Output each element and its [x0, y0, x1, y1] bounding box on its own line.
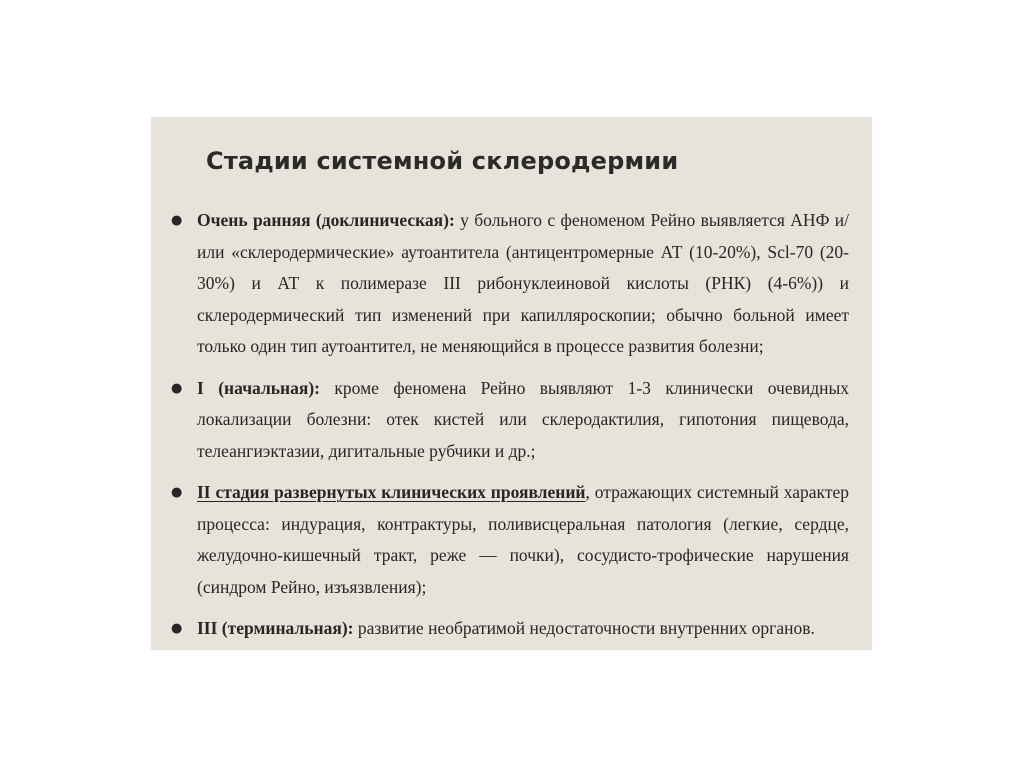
- bullet-icon: ●: [171, 485, 183, 500]
- list-item-stage-1: [171, 373, 849, 468]
- stage-list: [171, 205, 849, 655]
- bullet-icon: ●: [171, 380, 183, 396]
- list-item-stage-2: [171, 477, 849, 603]
- stage-description: у больного с феноменом Рейно выявляется АНФ и/или «склеродермические» аутоантитела (антицентромерные АТ (10-20%), Scl-70 (20-30%) и АТ к полимеразе III рибонуклеиновой кислоты (РНК) (4-6%)) и склеродермический тип изменений при капилляроскопии; обычно больной имеет только один тип аутоантител, не меняющийся в процессе развития болезни;: [197, 210, 849, 356]
- bullet-icon: ●: [171, 621, 183, 636]
- stage-name: I (начальная):: [197, 377, 320, 398]
- bullet-icon: ●: [171, 213, 183, 228]
- list-item-stage-early: [171, 205, 849, 363]
- list-item-stage-3: [171, 613, 849, 645]
- stage-name: III (терминальная):: [197, 618, 354, 638]
- stage-description: , отражающих системный характер процесса: индурация, контрактуры, поливисцеральная патология (легкие, сердце, желудочно-кишечный тракт, реже — почки), сосудисто-трофические нарушения (синдром Рейно, изъязвления);: [197, 482, 849, 597]
- stage-description: кроме феномена Рейно выявляют 1-3 клинически очевидных локализации болезни: отек кистей или склеродактилия, гипотония пищевода, телеангиэктазии, дигитальные рубчики и др.;: [197, 377, 849, 461]
- stage-name: II стадия развернутых клинических проявлений: [197, 482, 586, 502]
- stage-description: развитие необратимой недостаточности внутренних органов.: [353, 618, 815, 638]
- slide-title: Стадии системной склеродермии: [206, 147, 679, 175]
- slide: [151, 117, 872, 650]
- stage-name: Очень ранняя (доклиническая):: [197, 210, 455, 230]
